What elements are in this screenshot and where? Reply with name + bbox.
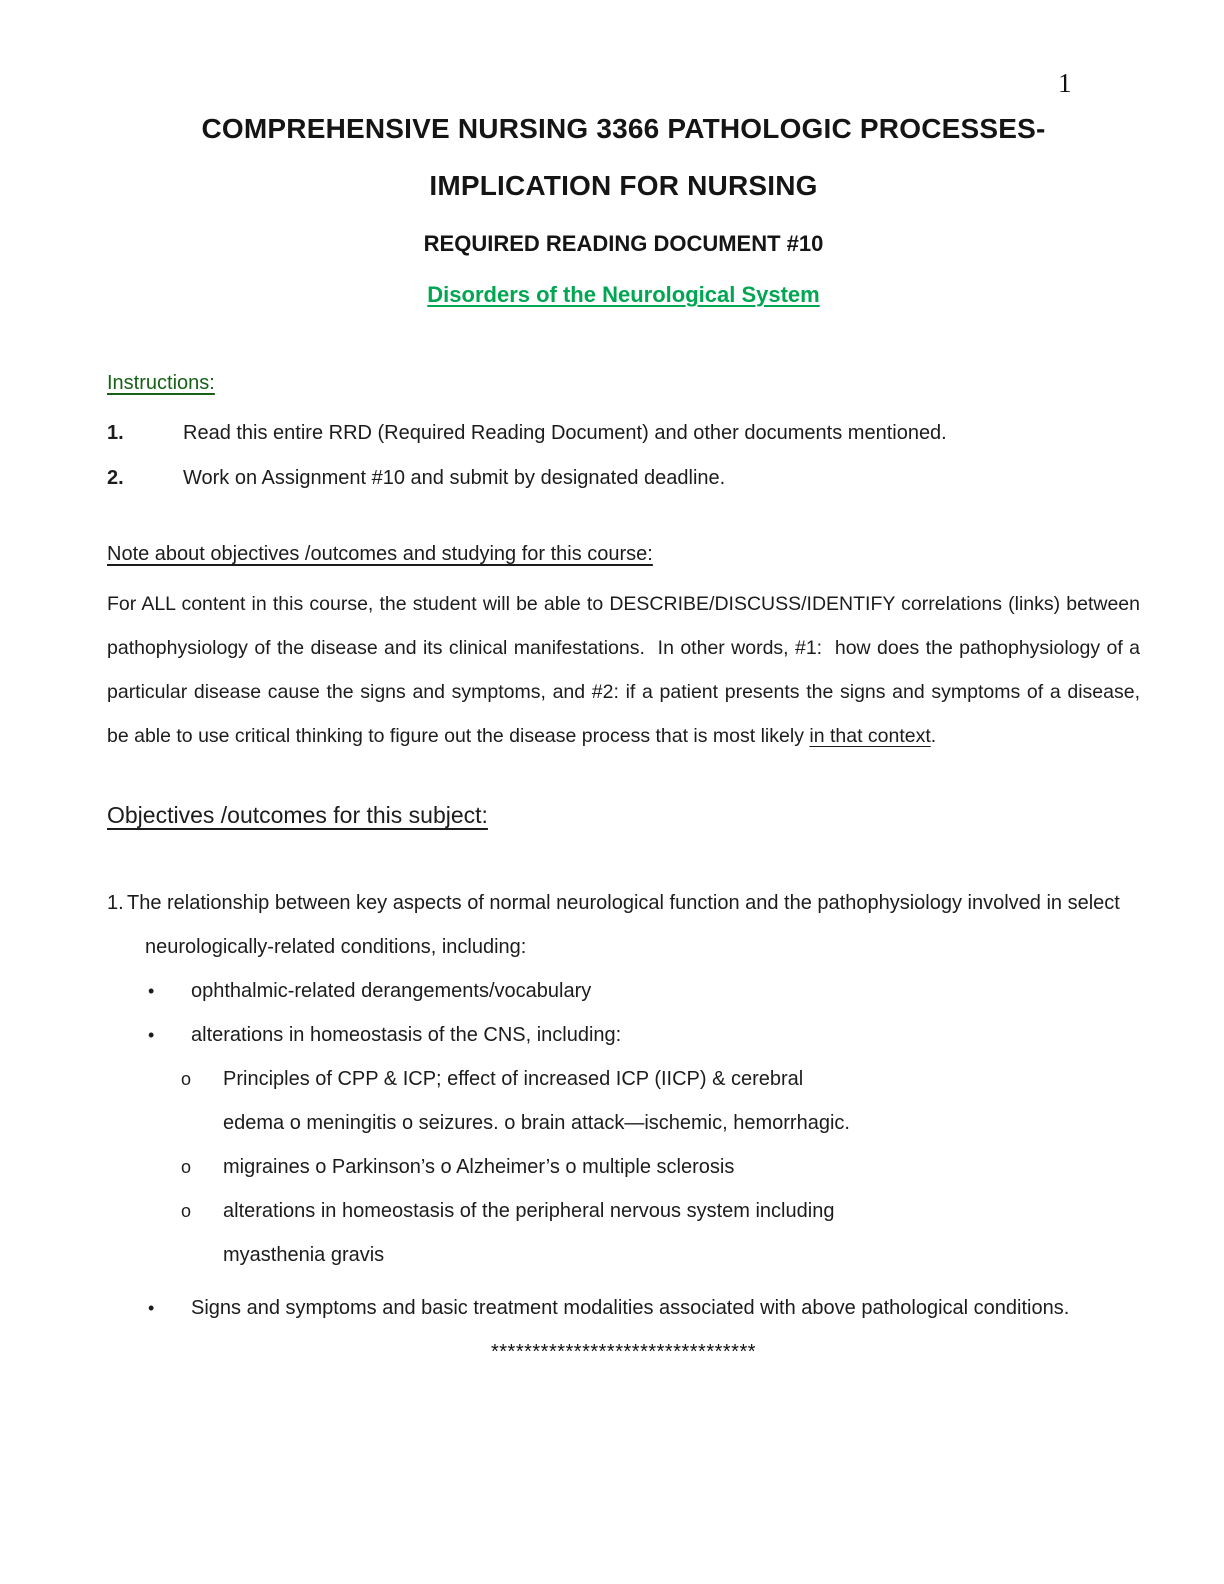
document-subtitle: REQUIRED READING DOCUMENT #10 [423, 231, 824, 256]
objective-item [107, 881, 1140, 925]
instruction-item-1 [107, 420, 1140, 446]
circle-bullet-icon: o [181, 1069, 192, 1089]
document-title-line2: IMPLICATION FOR NURSING [429, 170, 818, 201]
instruction-number: 1. [107, 422, 124, 444]
bullet-text: alterations in homeostasis of the CNS, including: [191, 1024, 622, 1046]
objective-item-continuation [107, 925, 1140, 969]
sub-bullet-item [107, 1057, 1140, 1101]
sub-bullet-text: migraines o Parkinson’s o Alzheimer’s o multiple sclerosis [223, 1156, 735, 1178]
asterisk-separator: ******************************** [490, 1341, 757, 1363]
objective-text: neurologically-related conditions, including: [145, 936, 527, 958]
objective-text: The relationship between key aspects of normal neurological function and the pathophysiology involved in select [127, 892, 1120, 914]
instructions-section [107, 308, 1140, 491]
sub-bullet-continuation [107, 1101, 1140, 1145]
bullet-item [107, 1013, 1140, 1057]
bullet-icon: • [148, 1025, 155, 1045]
sub-bullet-text: alterations in homeostasis of the peripheral nervous system including [223, 1200, 835, 1222]
objectives-section [107, 758, 1140, 1330]
sub-bullet-item [107, 1145, 1140, 1189]
note-paragraph [107, 582, 1146, 758]
page-number: 1 [1058, 68, 1072, 98]
note-section [107, 491, 1146, 758]
circle-bullet-icon: o [181, 1201, 192, 1221]
bullet-item [107, 969, 1140, 1013]
objectives-list [107, 881, 1140, 1330]
bullet-item [107, 1286, 1140, 1330]
note-text: For ALL content in this course, the student will be able to DESCRIBE/DISCUSS/IDENTIFY correlations (links) between pathophysiology of the disease and its clinical manifestations. In other words, #1: how does the pathophysiology of a particular disease cause the signs and symptoms, and #2: if a patient presents the signs and symptoms of a disease, be able to use critical thinking to figure out the disease process that is most likely [107, 593, 1146, 747]
document-title-line1: COMPREHENSIVE NURSING 3366 PATHOLOGIC PROCESSES- [201, 113, 1046, 144]
instruction-number: 2. [107, 467, 124, 489]
instruction-text: Read this entire RRD (Required Reading Document) and other documents mentioned. [183, 422, 947, 444]
sub-bullet-text: edema o meningitis o seizures. o brain attack—ischemic, hemorrhagic. [223, 1112, 850, 1134]
list-number: 1. [107, 892, 124, 914]
sub-bullet-item [107, 1189, 1140, 1233]
bullet-icon: • [148, 981, 155, 1001]
circle-bullet-icon: o [181, 1157, 192, 1177]
bullet-icon: • [148, 1298, 155, 1318]
sub-bullet-text: Principles of CPP & ICP; effect of increased ICP (IICP) & cerebral [223, 1068, 804, 1090]
note-text-period: . [930, 725, 937, 747]
sub-bullet-text: myasthenia gravis [223, 1244, 385, 1266]
bullet-text: ophthalmic-related derangements/vocabulary [191, 980, 592, 1002]
topic-link[interactable]: Disorders of the Neurological System [427, 282, 820, 307]
note-text-underlined: in that context [809, 725, 931, 747]
objectives-heading: Objectives /outcomes for this subject: [107, 802, 488, 828]
note-heading: Note about objectives /outcomes and studying for this course: [107, 543, 653, 565]
bullet-text: Signs and symptoms and basic treatment modalities associated with above pathological conditions. [191, 1297, 1070, 1319]
instruction-text: Work on Assignment #10 and submit by designated deadline. [183, 467, 726, 489]
document-header [107, 112, 1140, 308]
sub-bullet-continuation [107, 1233, 1140, 1277]
instruction-item-2 [107, 465, 1140, 491]
instructions-heading: Instructions: [107, 372, 215, 394]
